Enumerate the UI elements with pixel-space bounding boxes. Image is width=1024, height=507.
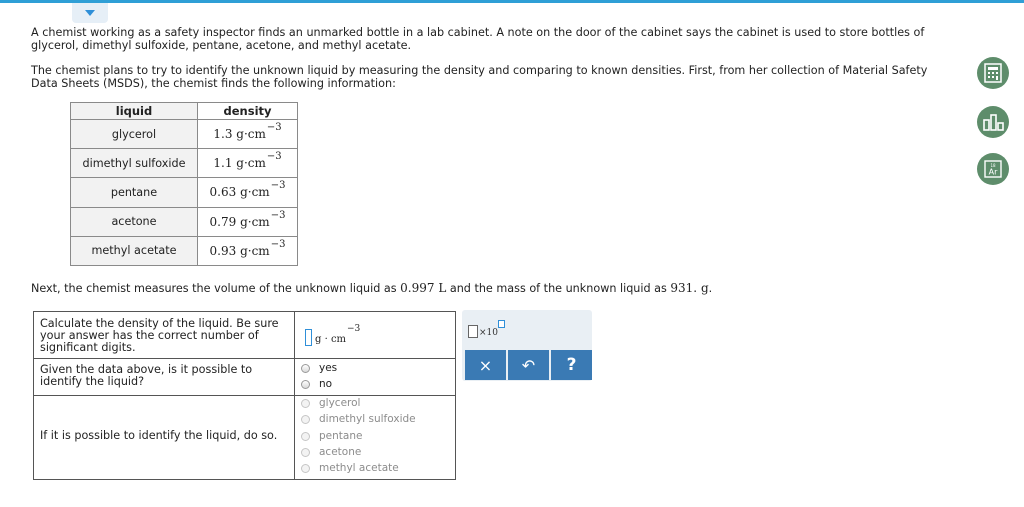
answer-unit-exponent: −3 [347, 324, 361, 334]
table-row [71, 178, 298, 207]
periodic-table-icon [983, 159, 1003, 179]
density-value: 1.1 g·cm−3 [198, 149, 298, 178]
radio-yes[interactable]: yes [301, 361, 337, 375]
density-value: 0.63 g·cm−3 [198, 178, 298, 207]
header-liquid: liquid [71, 103, 198, 120]
scientific-notation-button[interactable]: ×10 [468, 319, 510, 339]
radio-no[interactable]: no [301, 377, 332, 391]
problem-intro: A chemist working as a safety inspector finds an unmarked bottle in a lab cabinet. A note on the door of the cabinet says the cabinet is used to store bottles of glycerol, dimethyl sulfoxide, pentane, acetone, and methyl acetate. [31, 26, 925, 52]
svg-text:Ar: Ar [988, 167, 998, 177]
msds-intro: The chemist plans to try to identify the unknown liquid by measuring the density and comparing to known densities. First, from her collection of Material Safety Data Sheets (MSDS), the chemist finds the following information: [31, 64, 928, 90]
liquid-name: pentane [71, 178, 198, 207]
svg-text:18: 18 [990, 163, 996, 168]
calculator-icon [983, 63, 1003, 83]
data-button[interactable] [977, 106, 1009, 138]
table-row [71, 236, 298, 265]
msds-table [70, 102, 298, 266]
table-row [71, 149, 298, 178]
volume-value: 0.997 L [400, 281, 447, 295]
question-which-liquid: If it is possible to identify the liquid, do so. [40, 429, 278, 442]
radio-dimethyl-sulfoxide[interactable]: dimethyl sulfoxide [301, 412, 416, 426]
liquid-name: glycerol [71, 120, 198, 149]
top-accent-bar [0, 0, 1024, 3]
mass-value: 931. g [670, 281, 709, 295]
undo-button[interactable]: ↶ [508, 350, 549, 380]
density-value: 0.93 g·cm−3 [198, 236, 298, 265]
help-button[interactable]: ? [551, 350, 592, 380]
collapse-toggle[interactable] [72, 3, 108, 23]
calculator-button[interactable] [977, 57, 1009, 89]
liquid-name: acetone [71, 207, 198, 236]
liquid-name: methyl acetate [71, 236, 198, 265]
periodic-table-button[interactable] [977, 153, 1009, 185]
table-header-row [71, 103, 298, 120]
density-value: 1.3 g·cm−3 [198, 120, 298, 149]
radio-glycerol[interactable]: glycerol [301, 396, 360, 410]
radio-methyl-acetate[interactable]: methyl acetate [301, 461, 399, 475]
header-density: density [198, 103, 298, 120]
question-grid [33, 311, 456, 480]
density-value: 0.79 g·cm−3 [198, 207, 298, 236]
table-row [71, 120, 298, 149]
radio-acetone[interactable]: acetone [301, 445, 361, 459]
answer-tools-panel [462, 310, 592, 381]
density-answer-input[interactable] [305, 329, 312, 346]
radio-pentane[interactable]: pentane [301, 429, 362, 443]
liquid-name: dimethyl sulfoxide [71, 149, 198, 178]
table-row [71, 207, 298, 236]
answer-unit: g · cm [315, 334, 347, 345]
question-density: Calculate the density of the liquid. Be sure your answer has the correct number of significant digits. [40, 317, 279, 354]
bar-chart-icon [982, 112, 1004, 132]
measurement-text: Next, the chemist measures the volume of the unknown liquid as 0.997 L and the mass of the unknown liquid as 931. g. [31, 281, 713, 295]
clear-button[interactable]: × [465, 350, 506, 380]
question-identify: Given the data above, is it possible to identify the liquid? [40, 363, 253, 388]
chevron-down-icon [84, 9, 96, 17]
